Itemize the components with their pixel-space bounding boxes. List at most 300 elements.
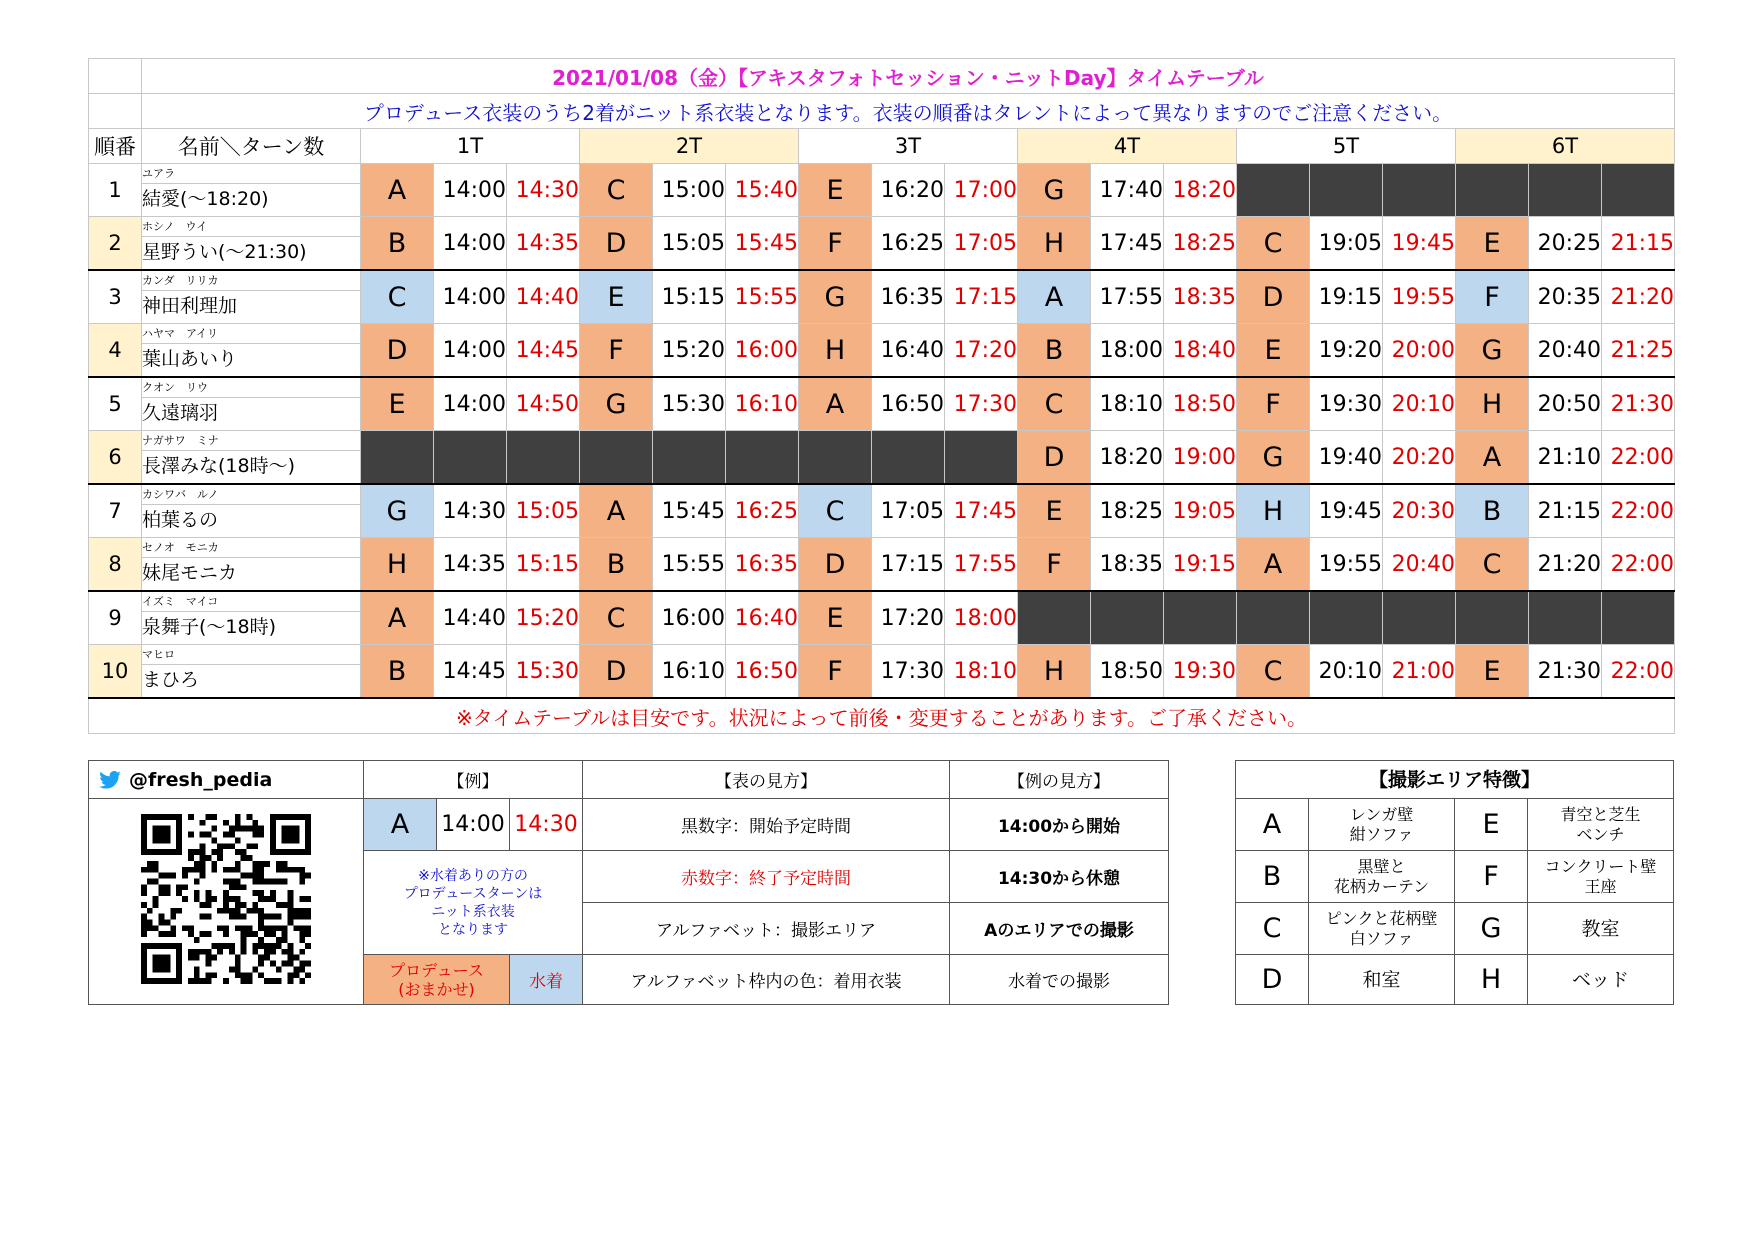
talent-name: 妹尾モニカ [142, 561, 238, 584]
area-letter: D [1236, 955, 1309, 1005]
qr-module [188, 955, 194, 961]
qr-module [176, 826, 182, 832]
start-time: 19:40 [1310, 431, 1383, 485]
qr-module [241, 937, 247, 943]
qr-module [194, 966, 200, 972]
unavailable-cell [1529, 164, 1602, 217]
area-description: ベッド [1528, 955, 1674, 1005]
qr-module [247, 931, 253, 937]
qr-module [282, 925, 288, 931]
qr-module [258, 914, 264, 920]
qr-module [211, 867, 217, 873]
area-letter: D [580, 217, 653, 271]
qr-module [276, 878, 282, 884]
qr-module [252, 867, 258, 873]
qr-module [282, 837, 288, 843]
qr-module [188, 949, 194, 955]
qr-module [223, 902, 229, 908]
qr-module [235, 914, 241, 920]
qr-module [194, 972, 200, 978]
table-row [89, 591, 1675, 645]
qr-module [170, 943, 176, 949]
qr-module [293, 955, 299, 961]
qr-module [211, 943, 217, 949]
name-cell [142, 645, 361, 699]
qr-module [299, 966, 305, 972]
qr-module [299, 867, 305, 873]
qr-module [270, 890, 276, 896]
qr-module [235, 849, 241, 855]
qr-module [223, 843, 229, 849]
qr-module [252, 826, 258, 832]
qr-module [188, 978, 194, 984]
start-time: 19:05 [1310, 217, 1383, 271]
qr-module [141, 843, 147, 849]
area-letter: C [580, 591, 653, 645]
qr-module [264, 978, 270, 984]
row-number: 8 [89, 538, 142, 592]
twitter-bird-icon [99, 771, 121, 789]
furigana: セノオ モニカ [142, 541, 361, 558]
qr-module [235, 896, 241, 902]
qr-module [164, 931, 170, 937]
qr-module [276, 902, 282, 908]
qr-module [241, 914, 247, 920]
start-time: 16:10 [653, 645, 726, 699]
qr-module [182, 873, 188, 879]
qr-module [305, 832, 311, 838]
qr-module [200, 867, 206, 873]
talent-name: 星野うい(～21:30) [142, 240, 307, 263]
qr-module [252, 931, 258, 937]
area-letter: F [1018, 538, 1091, 592]
area-letter: E [799, 164, 872, 217]
qr-module [235, 814, 241, 820]
qr-module [147, 861, 153, 867]
end-time: 17:55 [945, 538, 1018, 592]
furigana: マヒロ [142, 648, 361, 665]
qr-module [288, 896, 294, 902]
start-time: 21:20 [1529, 538, 1602, 592]
qr-module [235, 878, 241, 884]
area-letter: B [361, 645, 434, 699]
qr-module [235, 867, 241, 873]
qr-module [164, 920, 170, 926]
unavailable-cell [1237, 164, 1310, 217]
unavailable-cell [361, 431, 434, 485]
furigana: ナガサワ ミナ [142, 434, 361, 451]
qr-module [159, 961, 165, 967]
end-time: 21:00 [1383, 645, 1456, 699]
qr-module [258, 861, 264, 867]
qr-module [288, 908, 294, 914]
qr-module [217, 943, 223, 949]
qr-module [176, 890, 182, 896]
start-time: 18:50 [1091, 645, 1164, 699]
qr-module [293, 867, 299, 873]
qr-module [252, 966, 258, 972]
qr-module [141, 890, 147, 896]
area-description: レンガ壁 紺ソファ [1309, 799, 1455, 851]
qr-module [282, 902, 288, 908]
qr-module [223, 908, 229, 914]
row-number: 9 [89, 591, 142, 645]
qr-module [164, 849, 170, 855]
start-time: 14:00 [434, 324, 507, 378]
qr-module [200, 849, 206, 855]
row-number: 4 [89, 324, 142, 378]
talent-name: まひろ [142, 668, 200, 691]
qr-module [147, 849, 153, 855]
qr-module [205, 855, 211, 861]
end-time: 18:10 [945, 645, 1018, 699]
area-letter: D [580, 645, 653, 699]
qr-module [200, 820, 206, 826]
qr-module [205, 814, 211, 820]
qr-module [293, 972, 299, 978]
qr-module [235, 961, 241, 967]
qr-module [141, 849, 147, 855]
qr-module [200, 902, 206, 908]
qr-module [235, 908, 241, 914]
qr-module [270, 925, 276, 931]
qr-module [229, 908, 235, 914]
qr-module [258, 878, 264, 884]
start-time: 19:15 [1310, 270, 1383, 324]
qr-module [235, 826, 241, 832]
furigana: ハヤマ アイリ [142, 327, 361, 344]
qr-module [293, 814, 299, 820]
example-view-header: 【例の見方】 [950, 761, 1169, 799]
end-time: 18:40 [1164, 324, 1237, 378]
qr-module [159, 966, 165, 972]
start-time: 21:10 [1529, 431, 1602, 485]
qr-module [264, 878, 270, 884]
end-time: 19:55 [1383, 270, 1456, 324]
qr-module [241, 972, 247, 978]
qr-module [217, 855, 223, 861]
qr-module [159, 832, 165, 838]
qr-module [305, 925, 311, 931]
qr-module [305, 849, 311, 855]
qr-module [164, 814, 170, 820]
qr-module [176, 820, 182, 826]
qr-module [247, 972, 253, 978]
end-time: 19:05 [1164, 484, 1237, 538]
area-letter: C [799, 484, 872, 538]
qr-module [247, 826, 253, 832]
start-time: 14:00 [434, 270, 507, 324]
qr-module [176, 814, 182, 820]
qr-module [258, 896, 264, 902]
qr-module [153, 849, 159, 855]
area-letter: A [580, 484, 653, 538]
view-desc: 赤数字：終了予定時間 [583, 851, 950, 903]
qr-module [141, 931, 147, 937]
qr-module [288, 902, 294, 908]
qr-module [153, 814, 159, 820]
area-letter: G [1018, 164, 1091, 217]
area-letter: C [1236, 903, 1309, 955]
qr-module [153, 902, 159, 908]
start-time: 16:00 [653, 591, 726, 645]
qr-module [194, 896, 200, 902]
start-time: 14:35 [434, 538, 507, 592]
qr-module [235, 902, 241, 908]
start-time: 21:15 [1529, 484, 1602, 538]
legend-section [88, 760, 1169, 1005]
qr-module [288, 961, 294, 967]
start-time: 17:40 [1091, 164, 1164, 217]
qr-module [188, 849, 194, 855]
qr-module [217, 849, 223, 855]
order-header: 順番 [89, 129, 142, 164]
qr-module [288, 826, 294, 832]
furigana: カンダ リリカ [142, 274, 361, 291]
unavailable-cell [799, 431, 872, 485]
twitter-handle[interactable]: @fresh_pedia [129, 768, 273, 791]
talent-name: 長澤みな(18時～) [142, 454, 296, 477]
qr-module [147, 878, 153, 884]
area-letter: D [1018, 431, 1091, 485]
qr-module [241, 884, 247, 890]
qr-module [223, 878, 229, 884]
start-time: 14:30 [434, 484, 507, 538]
area-letter: E [1455, 799, 1528, 851]
unavailable-cell [726, 431, 799, 485]
qr-module [153, 961, 159, 967]
qr-module [211, 972, 217, 978]
qr-module [293, 837, 299, 843]
end-time: 16:00 [726, 324, 799, 378]
qr-module [305, 972, 311, 978]
qr-module [264, 949, 270, 955]
unavailable-cell [1529, 591, 1602, 645]
qr-module [159, 943, 165, 949]
area-letter: D [1237, 270, 1310, 324]
name-cell [142, 431, 361, 485]
qr-module [258, 943, 264, 949]
row-number: 2 [89, 217, 142, 271]
qr-module [211, 861, 217, 867]
qr-module [270, 943, 276, 949]
qr-module [182, 925, 188, 931]
unavailable-cell [1383, 164, 1456, 217]
qr-module [176, 955, 182, 961]
qr-module [211, 837, 217, 843]
qr-module [276, 814, 282, 820]
start-time: 20:25 [1529, 217, 1602, 271]
qr-module [141, 902, 147, 908]
table-view-header: 【表の見方】 [583, 761, 950, 799]
start-time: 17:05 [872, 484, 945, 538]
qr-module [241, 943, 247, 949]
view-example: Aのエリアでの撮影 [950, 903, 1169, 955]
qr-module [176, 837, 182, 843]
qr-module [170, 978, 176, 984]
qr-module [270, 914, 276, 920]
end-time: 15:45 [726, 217, 799, 271]
qr-module [229, 949, 235, 955]
unavailable-cell [1383, 591, 1456, 645]
qr-module [170, 849, 176, 855]
end-time: 22:00 [1602, 431, 1675, 485]
qr-module [200, 873, 206, 879]
qr-module [288, 832, 294, 838]
qr-module [235, 861, 241, 867]
area-letter: B [1018, 324, 1091, 378]
qr-module [264, 896, 270, 902]
qr-module [299, 937, 305, 943]
qr-module [164, 890, 170, 896]
qr-module [200, 914, 206, 920]
qr-module [194, 867, 200, 873]
start-time: 19:30 [1310, 377, 1383, 431]
end-time: 14:30 [507, 164, 580, 217]
qr-module [141, 955, 147, 961]
end-time: 16:10 [726, 377, 799, 431]
qr-module [247, 814, 253, 820]
qr-module [211, 826, 217, 832]
qr-module [159, 873, 165, 879]
qr-module [252, 861, 258, 867]
qr-module [299, 849, 305, 855]
qr-module [252, 908, 258, 914]
qr-module [223, 931, 229, 937]
example-header: 【例】 [364, 761, 583, 799]
qr-module [229, 884, 235, 890]
area-letter: G [361, 484, 434, 538]
qr-module [299, 914, 305, 920]
qr-module [188, 855, 194, 861]
furigana: ホシノ ウイ [142, 220, 361, 237]
qr-module [141, 837, 147, 843]
qr-module [200, 931, 206, 937]
qr-module [247, 855, 253, 861]
qr-module [270, 826, 276, 832]
name-cell [142, 270, 361, 324]
qr-module [229, 826, 235, 832]
qr-module [288, 920, 294, 926]
qr-module [299, 873, 305, 879]
name-cell [142, 377, 361, 431]
area-letter: E [799, 591, 872, 645]
end-time: 15:40 [726, 164, 799, 217]
talent-name: 柏葉るの [142, 508, 219, 531]
area-description: 教室 [1528, 903, 1674, 955]
qr-module [282, 861, 288, 867]
area-letter: G [1455, 903, 1528, 955]
end-time: 16:40 [726, 591, 799, 645]
area-letter: B [580, 538, 653, 592]
qr-module [164, 943, 170, 949]
qr-module [153, 826, 159, 832]
area-letter: C [580, 164, 653, 217]
end-time: 20:10 [1383, 377, 1456, 431]
qr-module [147, 978, 153, 984]
end-time: 22:00 [1602, 538, 1675, 592]
qr-module [299, 949, 305, 955]
qr-module [299, 814, 305, 820]
start-time: 19:55 [1310, 538, 1383, 592]
qr-module [188, 867, 194, 873]
qr-module [223, 896, 229, 902]
table-row [89, 217, 1675, 271]
timetable [88, 58, 1675, 734]
end-time: 18:20 [1164, 164, 1237, 217]
row-number: 10 [89, 645, 142, 699]
qr-module [288, 955, 294, 961]
area-letter: F [1455, 851, 1528, 903]
example-letter: A [364, 799, 437, 851]
start-time: 16:50 [872, 377, 945, 431]
qr-module [235, 820, 241, 826]
qr-module [258, 908, 264, 914]
qr-module [159, 955, 165, 961]
qr-module [176, 849, 182, 855]
qr-module [270, 814, 276, 820]
talent-name: 神田利理加 [142, 294, 238, 317]
area-letter: E [361, 377, 434, 431]
unavailable-cell [653, 431, 726, 485]
qr-module [159, 890, 165, 896]
qr-module [141, 826, 147, 832]
turn-header-6T: 6T [1456, 129, 1675, 164]
qr-module [223, 820, 229, 826]
row-number: 1 [89, 164, 142, 217]
area-letter: G [1456, 324, 1529, 378]
furigana: イズミ マイコ [142, 595, 361, 612]
qr-module [247, 873, 253, 879]
area-letter: E [1456, 217, 1529, 271]
qr-module [153, 861, 159, 867]
qr-module [194, 949, 200, 955]
qr-module [153, 925, 159, 931]
unavailable-cell [1310, 164, 1383, 217]
view-desc: 黒数字：開始予定時間 [583, 799, 950, 851]
start-time: 20:10 [1310, 645, 1383, 699]
end-time: 17:05 [945, 217, 1018, 271]
turn-header-4T: 4T [1018, 129, 1237, 164]
start-time: 17:20 [872, 591, 945, 645]
qr-module [282, 949, 288, 955]
qr-module [282, 832, 288, 838]
qr-code[interactable] [141, 814, 311, 984]
qr-module [182, 867, 188, 873]
qr-module [194, 978, 200, 984]
area-letter: B [361, 217, 434, 271]
qr-module [264, 943, 270, 949]
area-features [1235, 760, 1674, 1005]
start-time: 16:40 [872, 324, 945, 378]
area-description: コンクリート壁 王座 [1528, 851, 1674, 903]
start-time: 14:40 [434, 591, 507, 645]
qr-module [159, 884, 165, 890]
unavailable-cell [872, 431, 945, 485]
qr-module [141, 949, 147, 955]
qr-module [293, 832, 299, 838]
start-time: 18:20 [1091, 431, 1164, 485]
qr-module [217, 949, 223, 955]
qr-module [282, 867, 288, 873]
area-description: ピンクと花柄壁 白ソファ [1309, 903, 1455, 955]
area-description: 青空と芝生 ベンチ [1528, 799, 1674, 851]
view-desc: アルファベット：撮影エリア [583, 903, 950, 955]
qr-module [141, 961, 147, 967]
qr-module [252, 820, 258, 826]
unavailable-cell [1018, 591, 1091, 645]
qr-module [282, 814, 288, 820]
